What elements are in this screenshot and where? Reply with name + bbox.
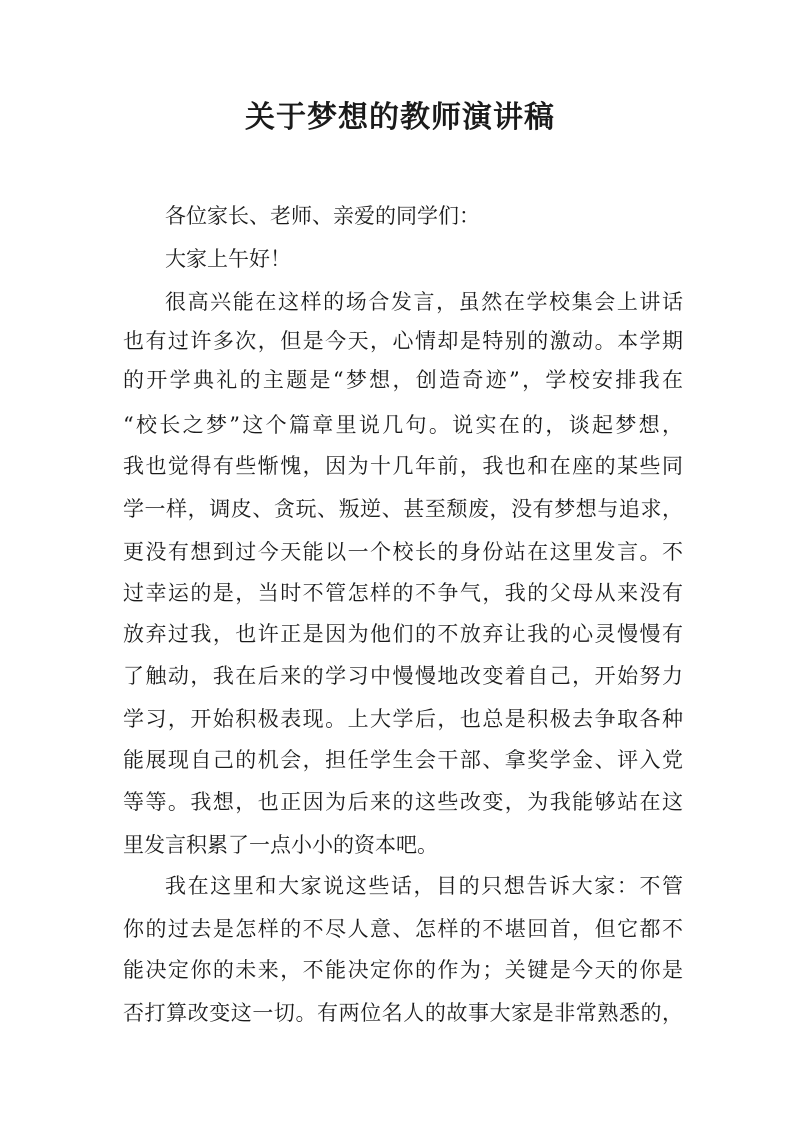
paragraph-line: 更没有想到过今天能以一个校长的身份站在这里发言。不 — [123, 540, 683, 564]
paragraph-line: 我在这里和大家说这些话，目的只想告诉大家：不管 — [165, 874, 683, 898]
paragraph-line: 能决定你的未来，不能决定你的作为；关键是今天的你是 — [123, 958, 683, 982]
paragraph-line: 里发言积累了一点小小的资本吧。 — [123, 833, 438, 857]
paragraph-line: 很高兴能在这样的场合发言，虽然在学校集会上讲话 — [165, 290, 683, 314]
paragraph-line: 学习，开始积极表现。上大学后，也总是积极去争取各种 — [123, 707, 683, 731]
paragraph-line: 的开学典礼的主题是“梦想，创造奇迹”，学校安排我在 — [123, 368, 683, 392]
paragraph-line: 能展现自己的机会，担任学生会干部、拿奖学金、评入党 — [123, 748, 683, 772]
salutation-line: 各位家长、老师、亲爱的同学们： — [165, 204, 480, 228]
paragraph-line: 否打算改变这一切。有两位名人的故事大家是非常熟悉的， — [123, 1001, 683, 1025]
paragraph-line: 了触动，我在后来的学习中慢慢地改变着自己，开始努力 — [123, 664, 683, 688]
paragraph-line: 等等。我想，也正因为后来的这些改变，为我能够站在这 — [123, 790, 683, 814]
paragraph-line: “校长之梦”这个篇章里说几句。说实在的，谈起梦想， — [123, 413, 683, 437]
paragraph-line: 你的过去是怎样的不尽人意、怎样的不堪回首，但它都不 — [123, 917, 683, 941]
paragraph-line: 过幸运的是，当时不管怎样的不争气，我的父母从来没有 — [123, 581, 683, 605]
paragraph-line: 也有过许多次，但是今天，心情却是特别的激动。本学期 — [123, 329, 683, 353]
document-title: 关于梦想的教师演讲稿 — [245, 100, 555, 135]
paragraph-line: 我也觉得有些惭愧，因为十几年前，我也和在座的某些同 — [123, 454, 683, 478]
paragraph-line: 放弃过我，也许正是因为他们的不放弃让我的心灵慢慢有 — [123, 622, 683, 646]
greeting-line: 大家上午好！ — [165, 247, 291, 271]
paragraph-line: 学一样，调皮、贪玩、叛逆、甚至颓废，没有梦想与追求， — [123, 497, 683, 521]
